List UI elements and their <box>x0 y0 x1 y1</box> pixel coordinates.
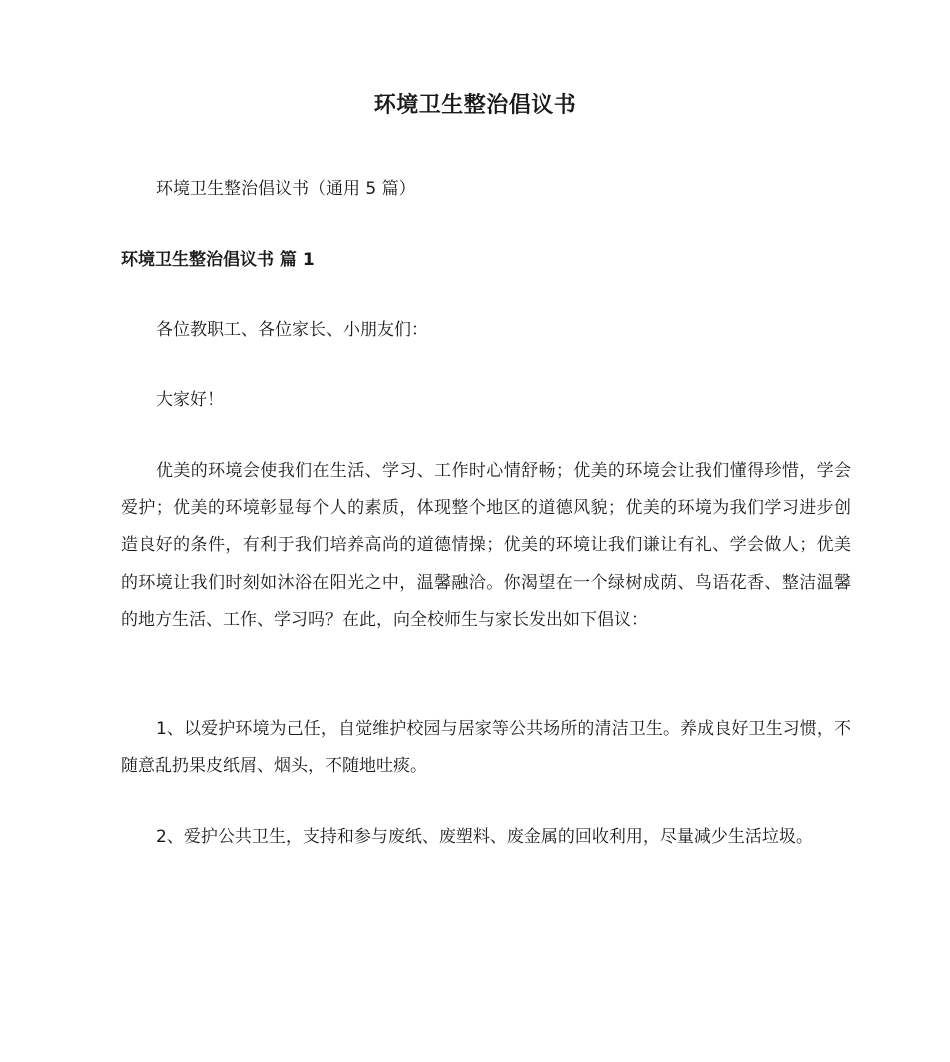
document-subtitle: 环境卫生整治倡议书（通用 5 篇） <box>156 179 416 199</box>
body-paragraph: 优美的环境会使我们在生活、学习、工作时心情舒畅；优美的环境会让我们懂得珍惜，学会爱护；优美的环境彰显每个人的素质，体现整个地区的道德风貌；优美的环境为我们学习进步创造良好的条件，有利于我们培养高尚的道德情操；优美的环境让我们谦让有礼、学会做人；优美的环境让我们时刻如沐浴在阳光之中，温馨融洽。你渴望在一个绿树成荫、鸟语花香、整洁温馨的地方生活、工作、学习吗？在此，向全校师生与家长发出如下倡议： <box>121 461 851 630</box>
salutation: 各位教职工、各位家长、小朋友们： <box>156 320 428 340</box>
proposal-item: 2、爱护公共卫生，支持和参与废纸、废塑料、废金属的回收利用，尽量减少生活垃圾。 <box>156 827 813 847</box>
document-title: 环境卫生整治倡议书 <box>373 93 577 118</box>
section-heading: 环境卫生整治倡议书 篇 1 <box>121 250 315 270</box>
proposal-item: 1、以爱护环境为己任，自觉维护校园与居家等公共场所的清洁卫生。养成良好卫生习惯，不随意乱扔果皮纸屑、烟头，不随地吐痰。 <box>121 719 851 777</box>
greeting: 大家好！ <box>156 390 224 410</box>
